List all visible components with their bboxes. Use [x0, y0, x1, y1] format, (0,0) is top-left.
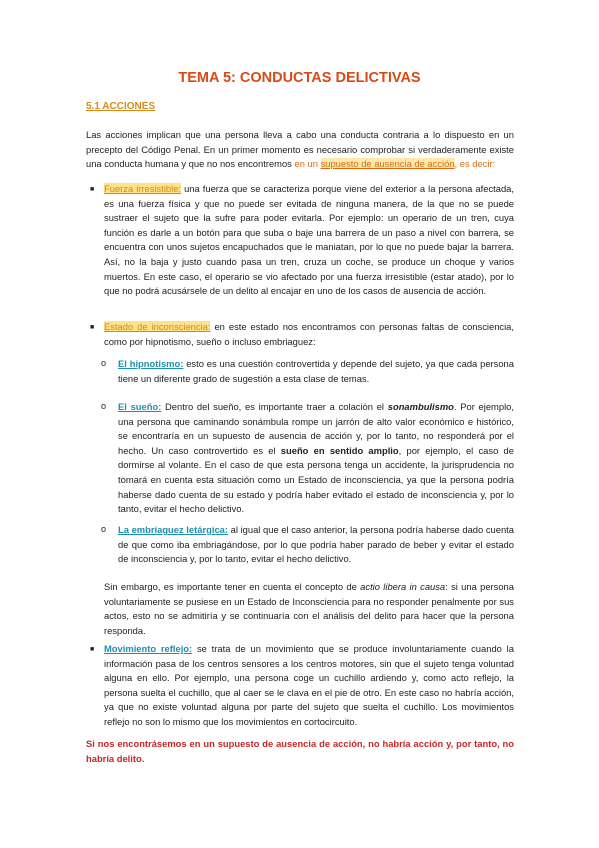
sub-hipnotismo [118, 357, 514, 386]
text-actio-a: Sin embargo, es importante tener en cuenta el concepto de [104, 581, 361, 592]
conclusion: Si nos encontrásemos en un supuesto de ausencia de acción, no habría acción y, por tanto, no habría delito. [86, 738, 514, 764]
circle-marker: o [101, 524, 107, 534]
term-movimiento: Movimiento reflejo: [104, 643, 193, 654]
text-embriaguez: al igual que el caso anterior, la persona podría haberse dado cuenta de que como iba embriagándose, por lo que podría haber parado de beber y evitar el estado de inconsciencia y, por lo tanto, evitar el hecho delictivo. [118, 524, 514, 565]
text-hipnotismo: esto es una cuestión controvertida y depende del sujeto, ya que cada persona tiene un diferente grado de sugestión a esta clase de temas. [118, 358, 514, 384]
page-title: TEMA 5: CONDUCTAS DELICTIVAS [178, 70, 421, 86]
bullet-estado [104, 320, 514, 349]
text-actio-b: : si una persona voluntariamente se pusiese en un Estado de Inconsciencia para no responder penalmente por sus actos, esto no se admitiría y se continuaría con el análisis del delito para hacer que la persona responda. [104, 581, 514, 636]
text-movimiento: se trata de un movimiento que se produce involuntariamente cuando la información pasa de los centros sensores a los centros motores, sin que el sujeto tenga voluntad alguna en ello. Por ejemplo, una persona coge un cuchillo ardiendo y, como acto reflejo, la persona suelta el cuchillo, que al caer se le clava en el pie de otro. En este caso no habría acción, ya que no existe voluntad alguna por parte del sujeto que suelta el cuchillo. Los movimientos reflejo no son lo mismo que los movimientos en cortocircuito. [104, 643, 514, 727]
circle-marker: o [101, 358, 107, 368]
bullet-marker: ■ [90, 186, 95, 193]
bullet-fuerza [104, 182, 514, 299]
text-sueno-italic: sonambulismo [387, 401, 454, 412]
term-hipnotismo: El hipnotismo: [118, 358, 184, 369]
intro-highlight: supuesto de ausencia de acción [320, 158, 455, 170]
section-heading: 5.1 ACCIONES [86, 101, 156, 112]
bullet-marker: ■ [90, 646, 95, 653]
bullet-movimiento [104, 642, 514, 730]
term-estado: Estado de inconsciencia: [104, 321, 211, 332]
term-embriaguez: La embriaguez letárgica: [118, 524, 228, 535]
sub-sueno [118, 400, 514, 517]
intro-tail: , es decir: [454, 158, 496, 170]
intro-paragraph [86, 128, 514, 172]
sub-embriaguez [118, 523, 514, 567]
circle-marker: o [101, 401, 107, 411]
text-sueno-b: . Por ejemplo, una persona que caminando sonámbula rompe un jarrón de alto valor económico e histórico, se encontraría en un supuesto de ausencia de acción y, por lo tanto, no responderá por el hecho. Un caso controvertido es el [118, 401, 514, 456]
text-sueno-bold: sueño en sentido amplio [280, 444, 399, 456]
actio-paragraph [104, 580, 514, 638]
term-fuerza: Fuerza irresistible: [104, 183, 182, 194]
intro-en-un: en un [294, 158, 318, 170]
text-sueno-a: Dentro del sueño, es importante traer a colación el [161, 401, 388, 412]
term-sueno: El sueño: [118, 401, 162, 412]
text-fuerza: una fuerza que se caracteriza porque viene del exterior a la persona afectada, es una fuerza física y que no puede ser evitada de ninguna manera, de la que no se puede sustraer el sujeto que la sufre para poder evitarla. Por ejemplo: un operario de un tren, cuya función es darle a un botón para que suba o baje una barrera de un paso a nivel con barrera, se encuentra con unos sujetos encapuchados que le maniatan, por lo que no puede bajar la barrera. Así, no la baja y justo cuando pasa un tren, cruza un coche, se produce un choque y varios muertos. En este caso, el operario se vio afectado por una fuerza irresistible (estar atado), por lo que no podrá acusársele de un delito al encajar en uno de los casos de ausencia de acción. [104, 183, 514, 297]
text-sueno-c: , por ejemplo, el caso de dormirse al volante. En el caso de que esta persona tenga un accidente, la jurisprudencia no tomará en cuenta esta situación como un Estado de inconsciencia, ya que la persona podría haberse dado cuenta de su estado y podría haber evitado el estado de inconsciencia y, por lo tanto, evitar el hecho delictivo. [118, 444, 514, 515]
bullet-marker: ■ [90, 324, 95, 331]
text-actio-italic: actio libera in causa [360, 581, 446, 592]
intro-text: Las acciones implican que una persona lleva a cabo una conducta contraria a lo dispuesto en un precepto del Código Penal. En un primer momento es necesario comprobar si verdaderamente existe una conducta humana y que no nos encontremos [86, 129, 514, 170]
text-estado: en este estado nos encontramos con personas faltas de consciencia, como por hipnotismo, sueño o incluso embriaguez: [104, 321, 514, 347]
